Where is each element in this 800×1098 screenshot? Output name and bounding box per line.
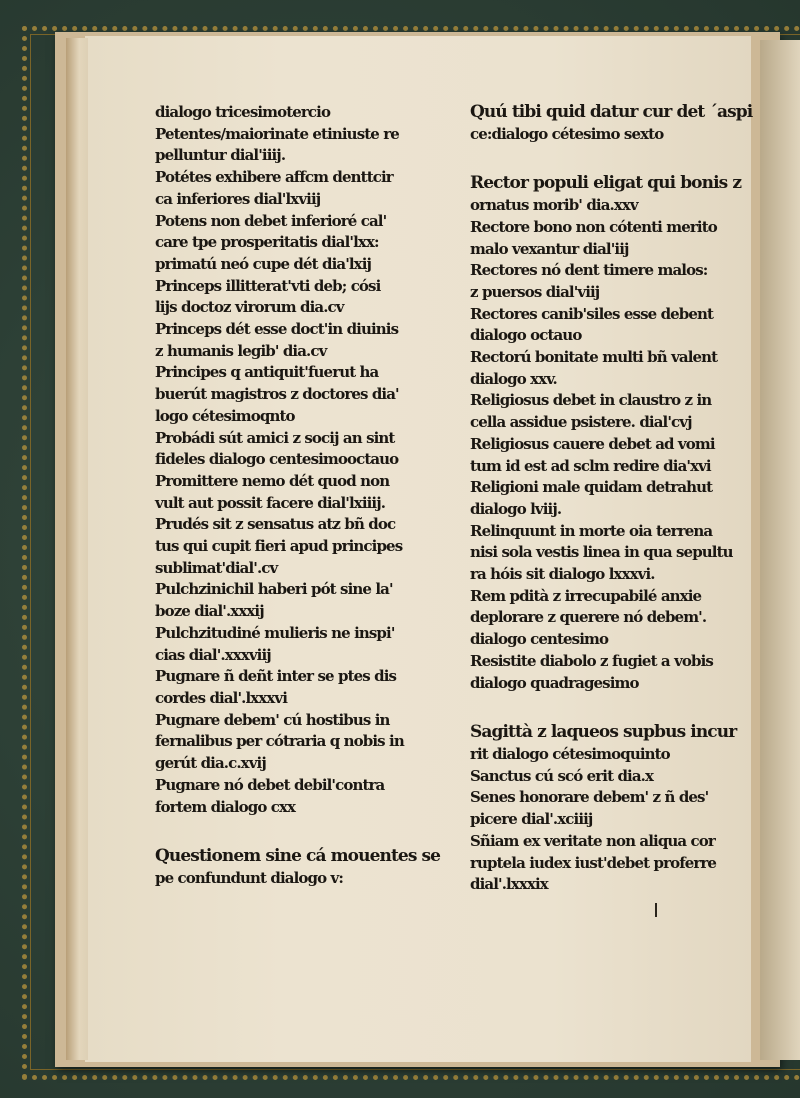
index-line: Rectores canib'siles esse debent <box>470 304 714 323</box>
section-gap <box>470 694 770 722</box>
index-line: z puersos dial'viij <box>470 282 600 301</box>
index-line: fernalibus per cótraria q nobis in <box>155 732 404 751</box>
index-line: Relinquunt in morte oia terrena <box>470 521 713 540</box>
index-line: Promittere nemo dét quod non <box>155 471 390 490</box>
index-line: malo vexantur dial'iij <box>470 239 629 258</box>
index-line: Pulchzinichil haberi pót sine la' <box>155 580 393 599</box>
index-line: vult aut possit facere dial'lxiiij. <box>155 493 386 512</box>
index-line: Petentes/maiorinate etiniuste re <box>155 124 399 143</box>
index-line: dialogo xxv. <box>470 369 557 388</box>
index-line: ruptela iudex iust'debet proferre <box>470 853 717 872</box>
section-gap <box>155 818 455 846</box>
index-line: Princeps dét esse doct'in diuinis <box>155 320 399 339</box>
index-line: Rectores nó dent timere malos: <box>470 261 708 280</box>
index-line: Resistite diabolo z fugiet a vobis <box>470 651 713 670</box>
index-line: pelluntur dial'iiij. <box>155 146 286 165</box>
index-line: dialogo centesimo <box>470 630 609 649</box>
index-line: Quú tibi quid datur cur det ´aspi <box>470 102 753 122</box>
index-line: dialogo tricesimotercio <box>155 103 331 121</box>
index-line: Religiosus cauere debet ad vomi <box>470 434 715 453</box>
index-line: ra hóis sit dialogo lxxxvi. <box>470 565 655 584</box>
index-line: Rectore bono non cótenti merito <box>470 217 717 236</box>
index-line: Senes honorare debem' z ñ des' <box>470 788 709 807</box>
index-line: z humanis legib' dia.cv <box>155 341 327 360</box>
index-line: ornatus morib' dia.xxv <box>470 196 638 215</box>
index-line: care tpe prosperitatis dial'lxx: <box>155 233 379 252</box>
index-line: Religiosus debet in claustro z in <box>470 391 712 410</box>
index-line: logo cétesimoqnto <box>155 406 295 425</box>
index-line: fideles dialogo centesimooctauo <box>155 450 399 469</box>
index-line: deplorare z querere nó debem'. <box>470 608 707 627</box>
index-line: primatú neó cupe dét dia'lxij <box>155 254 372 273</box>
index-line: Princeps illitterat'vti deb; cósi <box>155 276 381 295</box>
page-gutter <box>66 38 88 1060</box>
index-line: cella assidue psistere. dial'cvj <box>470 413 692 432</box>
index-line: Religioni male quidam detrahut <box>470 478 713 497</box>
index-line: fortem dialogo cxx <box>155 797 296 816</box>
index-line: Pulchzitudiné mulieris ne inspi' <box>155 623 395 642</box>
index-line: Potétes exhibere affcm denttcir <box>155 168 393 187</box>
index-line: Sagittà z laqueos supbus incur <box>470 722 737 743</box>
index-line: boze dial'.xxxij <box>155 602 264 621</box>
index-line: tum id est ad sclm redire dia'xvi <box>470 456 711 475</box>
index-line: Pugnare debem' cú hostibus in <box>155 710 390 729</box>
index-line: nisi sola vestis linea in qua sepultu <box>470 543 733 562</box>
index-line: Questionem sine cá mouentes se <box>155 846 441 867</box>
index-line: pe confundunt dialogo v: <box>155 868 343 887</box>
index-line: dialogo quadragesimo <box>470 673 639 692</box>
ink-mark <box>655 903 657 917</box>
index-line: buerút magistros z doctores dia' <box>155 385 399 404</box>
index-line: cordes dial'.lxxxvi <box>155 688 287 707</box>
index-line: Pugnare ñ deñt inter se ptes dis <box>155 667 397 686</box>
index-line: Probádi sút amici z socij an sint <box>155 428 395 447</box>
index-line: Principes q antiquit'fuerut ha <box>155 363 379 382</box>
index-line: dialogo octauo <box>470 326 582 345</box>
index-line: Pugnare nó debet debil'contra <box>155 775 385 794</box>
index-line: Rector populi eligat qui bonis z <box>470 173 742 194</box>
index-line: tus qui cupit fieri apud principes <box>155 537 403 556</box>
section-gap <box>470 145 770 173</box>
index-line: lijs doctoz virorum dia.cv <box>155 298 344 317</box>
index-column-left <box>155 102 455 890</box>
index-line: Rectorú bonitate multi bñ valent <box>470 348 718 367</box>
index-column-right <box>470 102 770 896</box>
index-line: Sanctus cú scó erit dia.x <box>470 766 654 785</box>
index-line: cias dial'.xxxviij <box>155 645 271 664</box>
index-line: Sñiam ex veritate non aliqua cor <box>470 831 715 850</box>
index-line: dial'.lxxxix <box>470 875 548 894</box>
index-line: dialogo lviij. <box>470 499 562 518</box>
index-line: rit dialogo cétesimoquinto <box>470 744 670 763</box>
index-line: Rem pdità z irrecupabilé anxie <box>470 586 702 605</box>
index-line: Potens non debet inferioré cal' <box>155 211 387 230</box>
index-line: ce:dialogo cétesimo sexto <box>470 124 664 143</box>
index-line: sublimat'dial'.cv <box>155 558 278 577</box>
index-line: ca inferiores dial'lxviij <box>155 189 321 208</box>
index-line: picere dial'.xciiij <box>470 810 593 829</box>
index-line: gerút dia.c.xvij <box>155 754 266 773</box>
index-line: Prudés sit z sensatus atz bñ doc <box>155 515 396 534</box>
